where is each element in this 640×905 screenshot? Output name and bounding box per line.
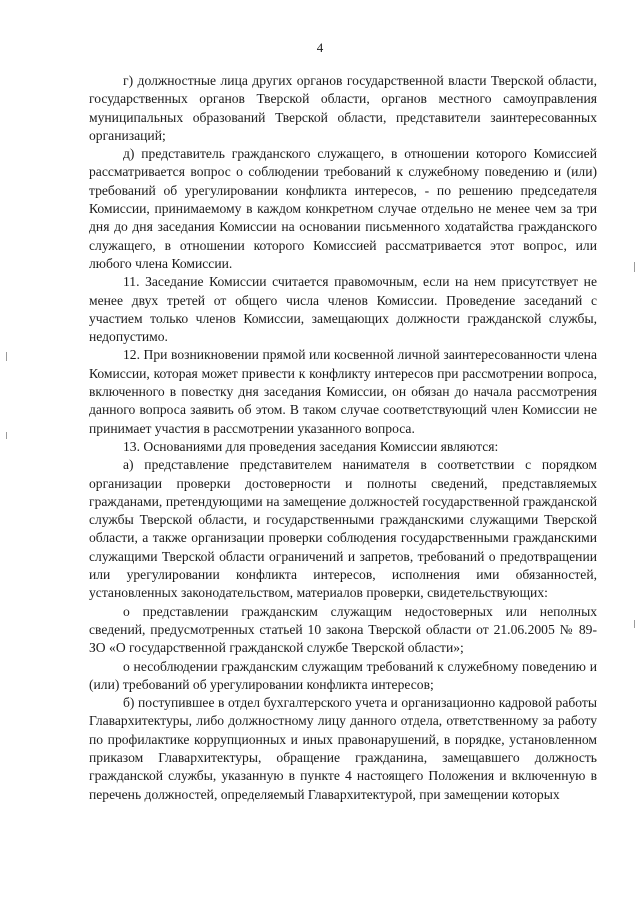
paragraph-13: 13. Основаниями для проведения заседания Комиссии являются: — [123, 438, 499, 454]
paragraph-13a-item-1: о представлении гражданским служащим недостоверных или неполных сведений, предусмотренных статьей 10 закона Тверской области от 21.06.2005 № 89-ЗО «О государственной гражданской службе Тверской области»; — [89, 603, 597, 656]
scan-mark — [634, 262, 635, 272]
scan-mark — [634, 620, 635, 628]
paragraph-13b: б) поступившее в отдел бухгалтерского учета и организационно кадровой работы Главархитектуры, либо должностному лицу данного отдела, ответственному за работу по профилактике коррупционных и иных правонарушений, в порядке, установленном приказом Главархитектуры, обращение гражданина, замещавшего должность гражданской службы, указанную в пункте 4 настоящего Положения и включенную в перечень должностей, определяемый Главархитектурой, при замещении которых — [89, 695, 597, 802]
scan-mark — [6, 432, 7, 439]
paragraph-11: 11. Заседание Комиссии считается правомочным, если на нем присутствует не менее двух третей от общего числа членов Комиссии. Проведение заседаний с участием только членов Комиссии, замещающих должности гражданской службы, недопустимо. — [89, 274, 597, 345]
paragraph-13a: а) представление представителем нанимателя в соответствии с порядком организации проверки достоверности и полноты сведений, представляемых гражданами, претендующими на замещение должностей государственной гражданской службы Тверской области, и государственными гражданскими служащими Тверской области, а также организации проверки соблюдения государственными гражданскими служащими Тверской области ограничений и запретов, требований о предотвращении или урегулировании конфликта интересов, исполнения ими обязанностей, установленных законодательством, материалов проверки, свидетельствующих: — [89, 457, 597, 601]
page-number: 4 — [316, 40, 324, 55]
paragraph-12: 12. При возникновении прямой или косвенной личной заинтересованности члена Комиссии, которая может привести к конфликту интересов при рассмотрении вопроса, включенного в повестку дня заседания Комиссии, он обязан до начала рассмотрения данного вопроса заявить об этом. В таком случае соответствующий член Комиссии не принимает участия в рассмотрении указанного вопроса. — [89, 347, 597, 436]
document-body — [89, 72, 597, 804]
scan-mark — [6, 352, 7, 361]
paragraph-g: г) должностные лица других органов государственной власти Тверской области, государственных органов Тверской области, органов местного самоуправления муниципальных образований Тверской области, представители заинтересованных организаций; — [89, 73, 597, 143]
paragraph-13a-item-2: о несоблюдении гражданским служащим требований к служебному поведению и (или) требований об урегулировании конфликта интересов; — [89, 658, 597, 692]
paragraph-d: д) представитель гражданского служащего, в отношении которого Комиссией рассматривается вопрос о соблюдении требований к служебному поведению и (или) требований об урегулировании конфликта интересов, - по решению председателя Комиссии, принимаемому в каждом конкретном случае отдельно не менее чем за три дня до дня заседания Комиссии на основании письменного ходатайства гражданского служащего, в отношении которого Комиссией рассматривается этот вопрос, или любого члена Комиссии. — [89, 146, 597, 271]
